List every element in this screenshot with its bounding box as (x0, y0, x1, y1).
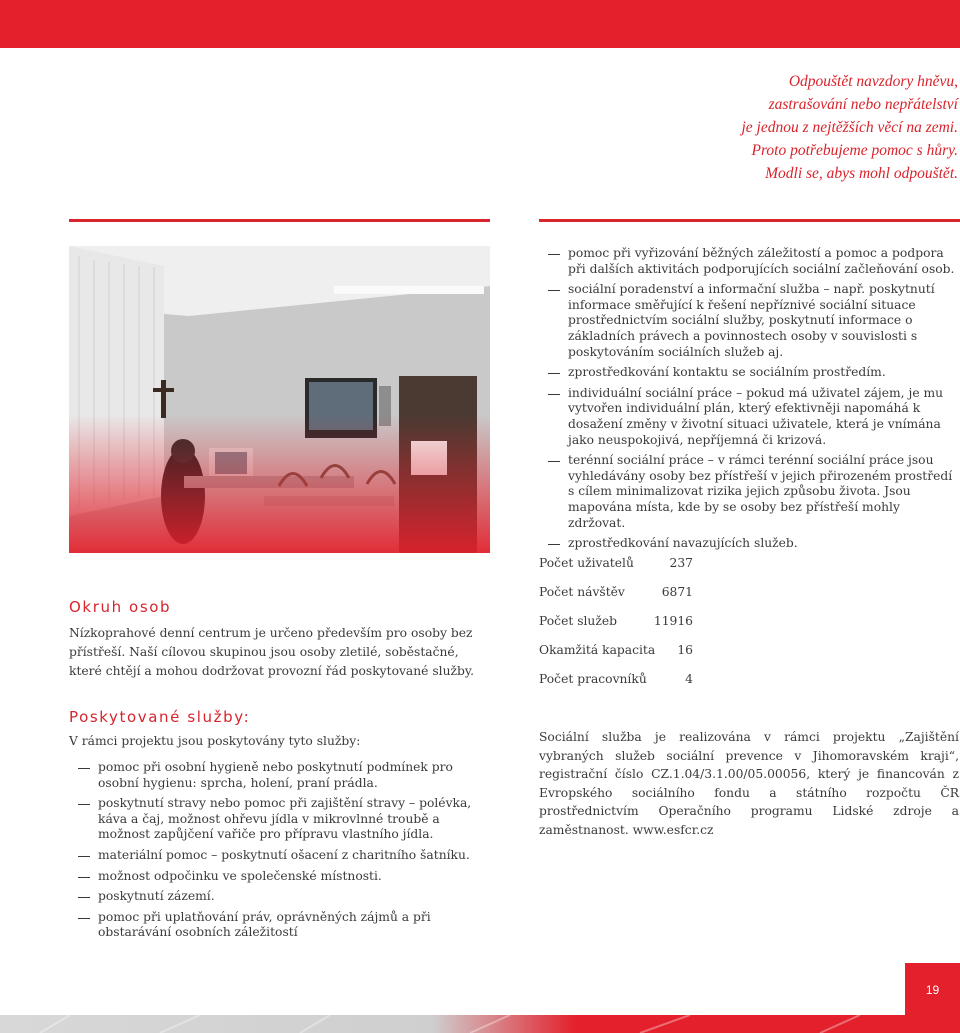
quote-line: Modli se, abys mohl odpouštět. (765, 165, 958, 182)
list-item: individuální sociální práce – pokud má uživatel zájem, je mu vytvořen individuální plán, který efektivněji napomáhá k dosažení změny v životní situaci uživatele, která je vnímána jako neuspokojivá, nepříjemná či krizová. (539, 386, 959, 448)
list-item: pomoc při vyřizování běžných záležitostí a pomoc a podpora při dalších aktivitách podporujících sociální začleňování osob. (539, 246, 959, 277)
stat-label: Počet návštěv (539, 585, 625, 599)
target-group-heading: Okruh osob (69, 598, 172, 616)
quote-line: zastrašování nebo nepřátelství (768, 96, 958, 113)
services-list-continued (539, 246, 959, 557)
stat-row (539, 585, 699, 614)
page-number: 19 (905, 963, 960, 1015)
stat-row (539, 643, 699, 672)
divider-right (539, 219, 960, 222)
stat-value: 237 (669, 556, 693, 570)
list-item: možnost odpočinku ve společenské místnosti. (69, 869, 479, 885)
statistics-table (539, 556, 699, 701)
stat-label: Počet uživatelů (539, 556, 634, 570)
services-heading: Poskytované služby: (69, 708, 251, 726)
list-item: poskytnutí stravy nebo pomoc při zajištění stravy – polévka, káva a čaj, možnost ohřevu jídla v mikrovlnné troubě a možnost zapůjčení vařiče pro přípravu vlastního jídla. (69, 796, 479, 843)
list-item: poskytnutí zázemí. (69, 889, 479, 905)
target-group-text: Nízkoprahové denní centrum je určeno především pro osoby bez přístřeší. Naší cílovou skupinou jsou osoby zletilé, soběstačné, které chtějí a mohou dodržovat provozní řád poskytované služby. (69, 626, 475, 678)
list-item: pomoc při osobní hygieně nebo poskytnutí podmínek pro osobní hygienu: sprcha, holení, praní prádla. (69, 760, 479, 791)
divider-left (69, 219, 490, 222)
room-photo (69, 246, 490, 553)
list-item: sociální poradenství a informační služba – např. poskytnutí informace směřující k řešení nepříznivé sociální situace prostřednictvím sociální služby, poskytnutí informace o základních právech a povinnostech osoby v souvislosti s poskytováním sociálních služeb aj. (539, 282, 959, 360)
stat-row (539, 556, 699, 585)
stat-row (539, 614, 699, 643)
quote (538, 70, 958, 185)
stat-label: Počet služeb (539, 614, 617, 628)
list-item: pomoc při uplatňování práv, oprávněných zájmů a při obstarávání osobních záležitostí (69, 910, 479, 941)
stat-value: 6871 (661, 585, 693, 599)
stat-label: Okamžitá kapacita (539, 643, 656, 657)
quote-line: Odpouštět navzdory hněvu, (788, 73, 958, 90)
stat-label: Počet pracovníků (539, 672, 647, 686)
list-item: materiální pomoc – poskytnutí ošacení z charitního šatníku. (69, 848, 479, 864)
quote-line: Proto potřebujeme pomoc s hůry. (751, 142, 958, 159)
bottom-decorative-band (0, 1015, 960, 1033)
list-item: zprostředkování navazujících služeb. (539, 536, 959, 552)
top-red-bar (0, 0, 960, 48)
stat-value: 16 (677, 643, 693, 657)
quote-line: je jednou z nejtěžších věcí na zemi. (741, 119, 958, 136)
services-intro: V rámci projektu jsou poskytovány tyto služby: (69, 734, 361, 748)
list-item: terénní sociální práce – v rámci terénní sociální práce jsou vyhledávány osoby bez přístřeší v jejich přirozeném prostředí s cílem minimalizovat rizika jejich způsobu života. Jsou mapována místa, kde by se osoby bez přístřeší mohly zdržovat. (539, 453, 959, 531)
stat-row (539, 672, 699, 701)
funding-text: Sociální služba je realizována v rámci projektu „Zajištění vybraných služeb sociální prevence v Jihomoravském kraji“, registrační číslo CZ.1.04/3.1.00/05.00056, který je financován z Evropského sociálního fondu a státního rozpočtu ČR prostřednictvím Operačního programu Lidské zdroje a zaměstnanost. www.esfcr.cz (539, 730, 959, 837)
stat-value: 11916 (653, 614, 693, 628)
stat-value: 4 (685, 672, 693, 686)
list-item: zprostředkování kontaktu se sociálním prostředím. (539, 365, 959, 381)
services-list (69, 760, 479, 946)
